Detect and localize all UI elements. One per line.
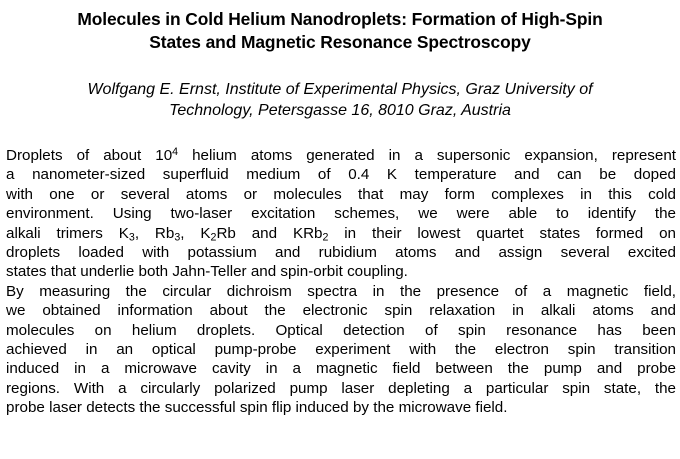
abstract-line: environment. Using two-laser excitation schemes, we were able to identify the bbox=[6, 205, 676, 223]
abstract-line: molecules on helium droplets. Optical detection of spin resonance has been bbox=[6, 321, 676, 339]
abstract-line: probe laser detects the successful spin flip induced by the microwave field. bbox=[6, 399, 508, 417]
subscript: 3 bbox=[174, 231, 181, 244]
subscript: 2 bbox=[210, 231, 217, 244]
abstract-line: droplets loaded with potassium and rubidium atoms and assign several excited bbox=[6, 243, 676, 261]
paper-title bbox=[10, 8, 670, 54]
abstract-line: By measuring the circular dichroism spectra in the presence of a magnetic field, bbox=[6, 282, 676, 300]
author-line: Technology, Petersgasse 16, 8010 Graz, Austria bbox=[169, 102, 511, 119]
author-line: Wolfgang E. Ernst, Institute of Experimental Physics, Graz University of bbox=[87, 81, 593, 98]
text-run: alkali trimers K bbox=[6, 224, 129, 242]
text-run: Droplets of about 10 bbox=[6, 147, 173, 164]
abstract-line: induced in a microwave cavity in a magnetic field between the pump and probe bbox=[6, 360, 676, 378]
author-affiliation bbox=[10, 79, 670, 121]
abstract-line: we obtained information about the electronic spin relaxation in alkali atoms and bbox=[6, 302, 676, 320]
title-line: Molecules in Cold Helium Nanodroplets: Formation of High-Spin bbox=[77, 9, 603, 29]
subscript: 3 bbox=[128, 231, 135, 244]
abstract-line: regions. With a circularly polarized pump laser depleting a particular spin state, the bbox=[6, 379, 676, 397]
superscript: 4 bbox=[172, 146, 179, 159]
text-run: Rb and KRb bbox=[216, 224, 323, 242]
abstract-line bbox=[6, 224, 676, 243]
abstract-line: achieved in an optical pump-probe experiment with the electron spin transition bbox=[6, 340, 676, 358]
text-run: , Rb bbox=[134, 224, 175, 242]
title-line: States and Magnetic Resonance Spectroscopy bbox=[149, 32, 531, 52]
abstract-line: states that underlie both Jahn-Teller and spin-orbit coupling. bbox=[6, 263, 408, 281]
text-run: , K bbox=[180, 224, 211, 242]
text-run: helium atoms generated in a supersonic expansion, represent bbox=[178, 147, 676, 164]
abstract-line bbox=[6, 146, 676, 165]
text-run: in their lowest quartet states formed on bbox=[328, 224, 676, 242]
abstract-line: with one or several atoms or molecules that may form complexes in this cold bbox=[6, 185, 676, 203]
subscript: 2 bbox=[322, 231, 329, 244]
abstract-body bbox=[6, 146, 676, 417]
abstract-line: a nanometer-sized superfluid medium of 0.4 K temperature and can be doped bbox=[6, 166, 676, 184]
